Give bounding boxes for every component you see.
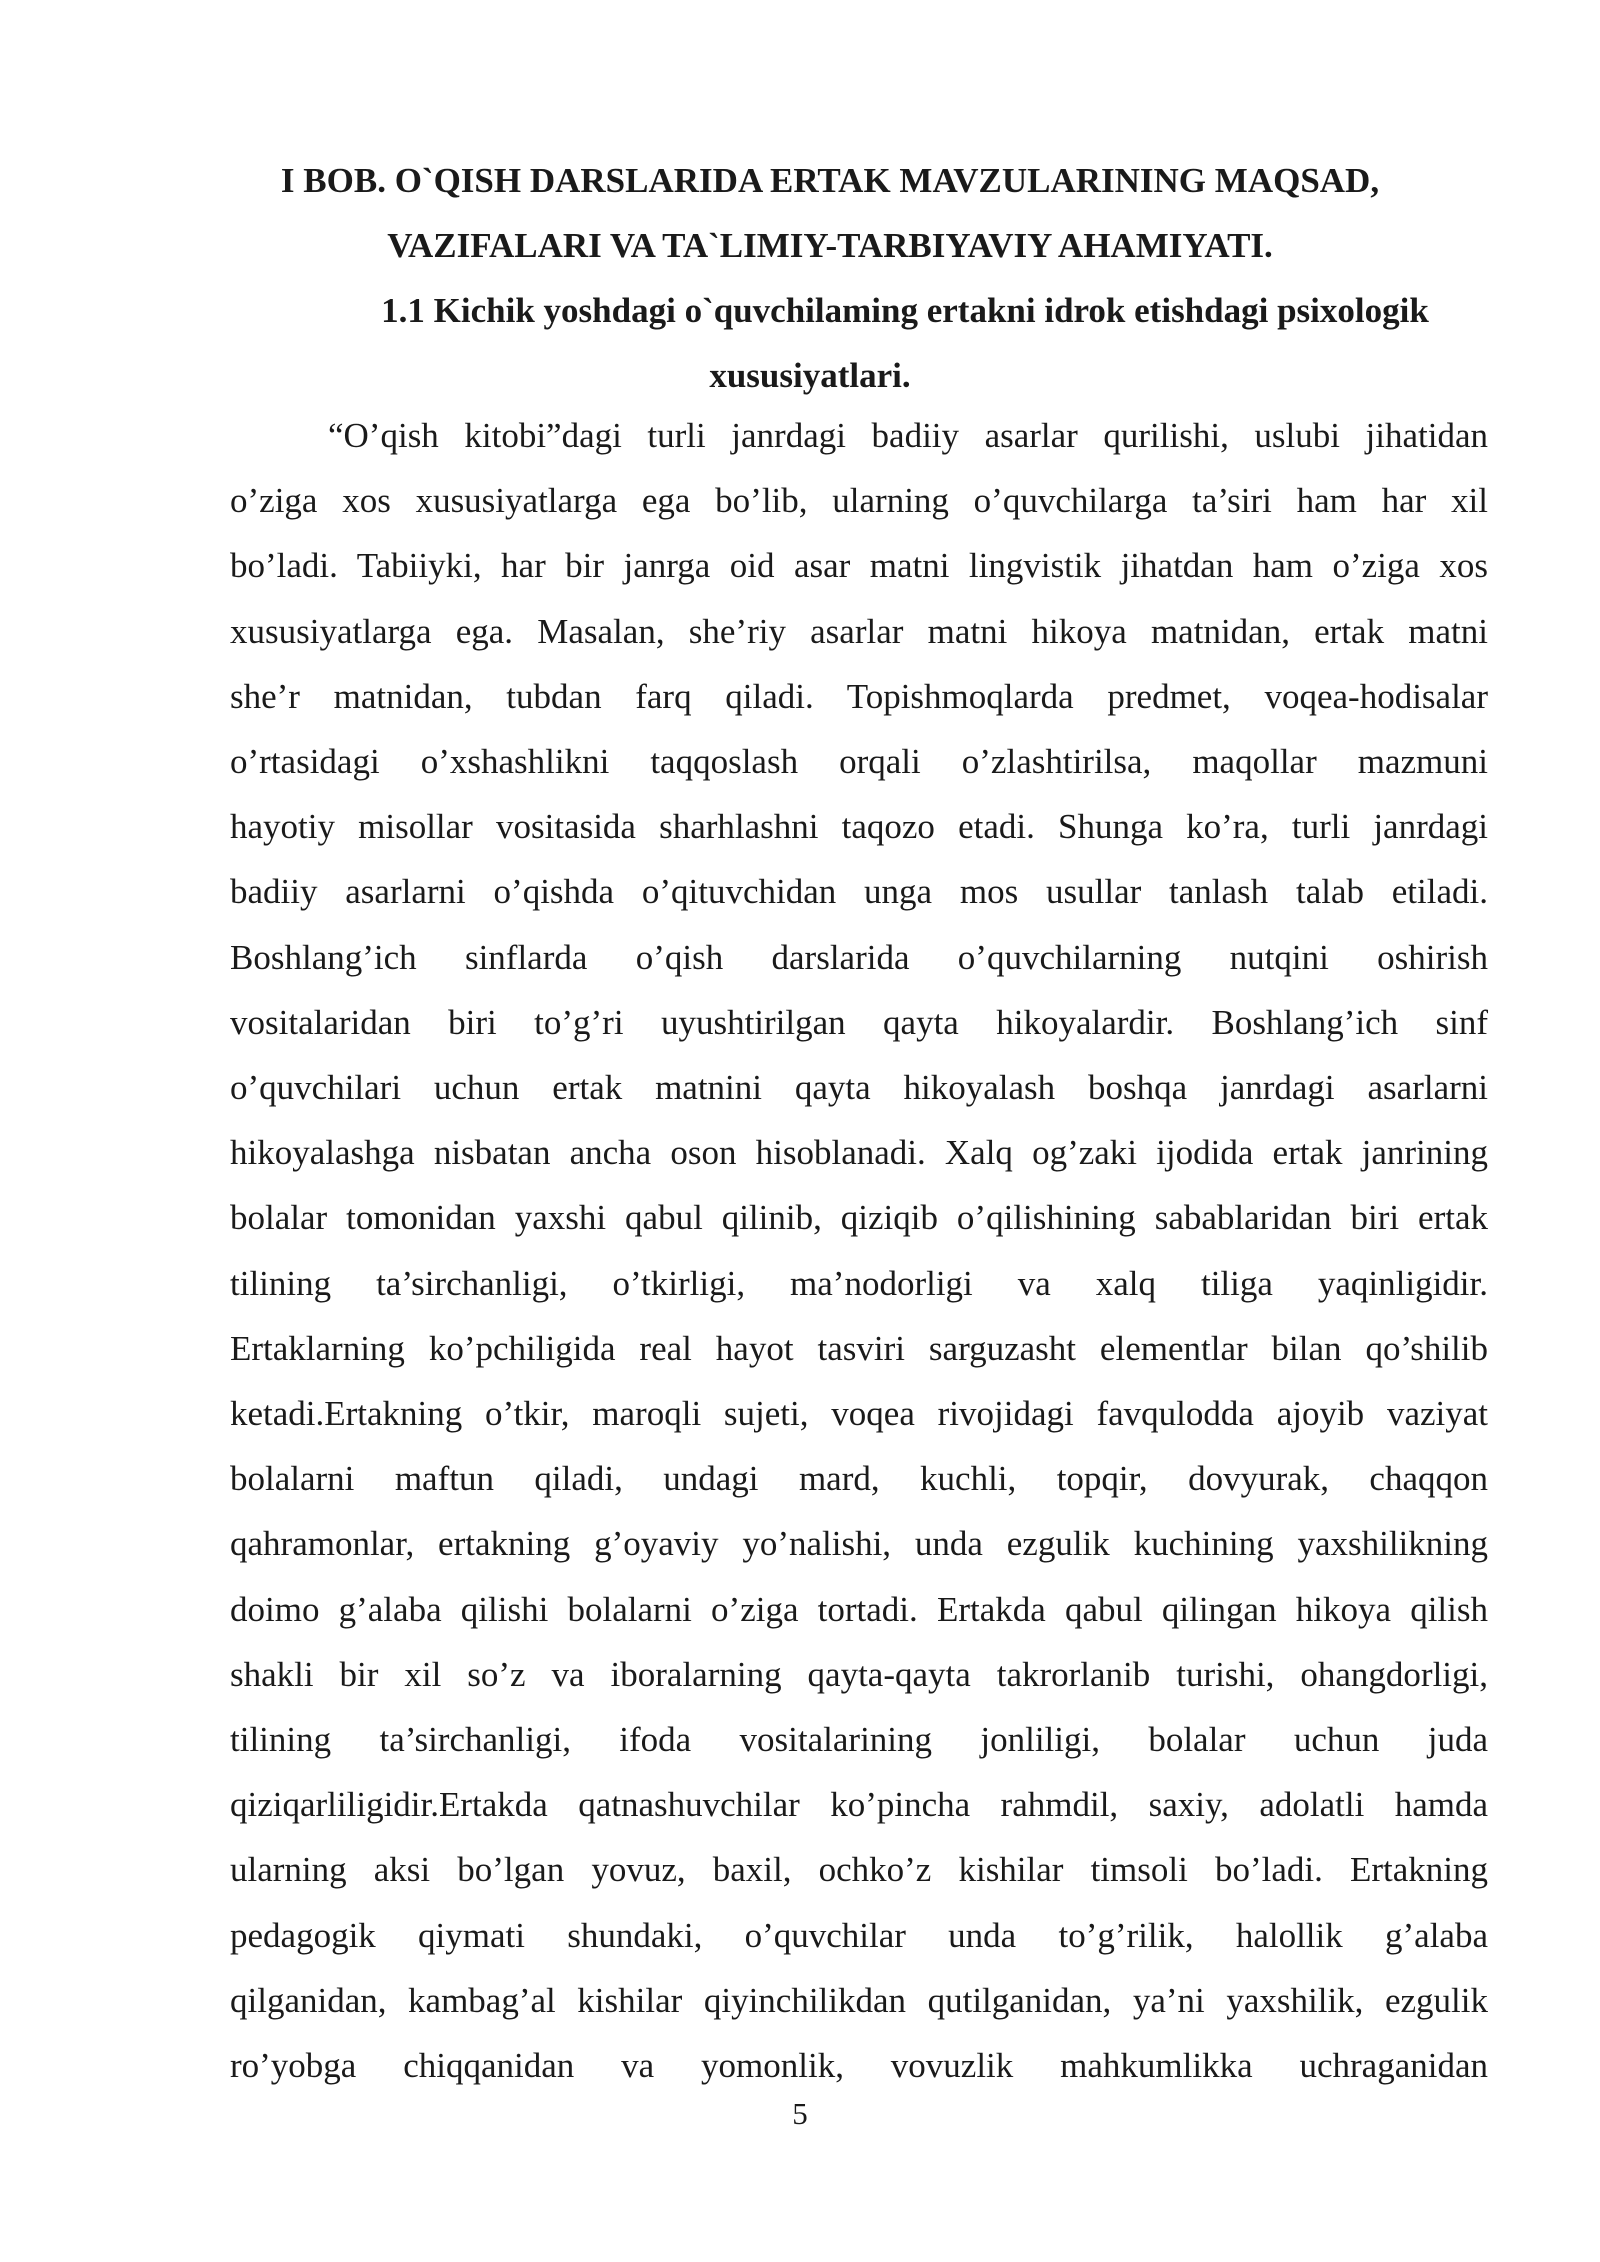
body-line: pedagogik qiymati shundaki, o’quvchilar unda to’g’rilik, halollik g’alaba <box>230 1915 1488 1955</box>
body-line: doimo g’alaba qilishi bolalarni o’ziga tortadi. Ertakda qabul qilingan hikoya qilish <box>230 1589 1488 1629</box>
body-line: qilganidan, kambag’al kishilar qiyinchilikdan qutilganidan, ya’ni yaxshilik, ezgulik <box>230 1980 1488 2020</box>
body-paragraph <box>230 403 1488 2098</box>
body-line: tilining ta’sirchanligi, o’tkirligi, ma’nodorligi va xalq tiliga yaqinligidir. <box>230 1263 1488 1303</box>
body-line: ketadi.Ertakning o’tkir, maroqli sujeti, voqea rivojidagi favqulodda ajoyib vaziyat <box>230 1394 1488 1434</box>
body-line: xususiyatlarga ega. Masalan, she’riy asarlar matni hikoya matnidan, ertak matni <box>230 611 1488 651</box>
body-line: tilining ta’sirchanligi, ifoda vositalarining jonliligi, bolalar uchun juda <box>230 1720 1488 1760</box>
body-line: bo’ladi. Tabiiyki, har bir janrga oid asar matni lingvistik jihatdan ham o’ziga xos <box>230 546 1488 586</box>
body-line: bolalar tomonidan yaxshi qabul qilinib, qiziqib o’qilishining sabablaridan biri ertak <box>230 1198 1488 1238</box>
body-line: Boshlang’ich sinflarda o’qish darslarida o’quvchilarning nutqini oshirish <box>230 937 1488 977</box>
chapter-title <box>230 148 1430 278</box>
body-line: Ertaklarning ko’pchiligida real hayot tasviri sarguzasht elementlar bilan qo’shilib <box>230 1328 1488 1368</box>
body-line: o’ziga xos xususiyatlarga ega bo’lib, ularning o’quvchilarga ta’siri ham har xil <box>230 481 1488 521</box>
section-title-line-1: 1.1 Kichik yoshdagi o`quvchilaming ertakni idrok etishdagi psixologik <box>381 291 1429 330</box>
body-line: ularning aksi bo’lgan yovuz, baxil, ochko’z kishilar timsoli bo’ladi. Ertakning <box>230 1850 1488 1890</box>
body-line: hikoyalashga nisbatan ancha oson hisoblanadi. Xalq og’zaki ijodida ertak janrining <box>230 1133 1488 1173</box>
body-line: badiiy asarlarni o’qishda o’qituvchidan unga mos usullar tanlash talab etiladi. <box>230 872 1488 912</box>
body-line: qiziqarliligidir.Ertakda qatnashuvchilar ko’pincha rahmdil, saxiy, adolatli hamda <box>230 1785 1488 1825</box>
body-line: qahramonlar, ertakning g’oyaviy yo’nalishi, unda ezgulik kuchining yaxshilikning <box>230 1524 1488 1564</box>
body-line: shakli bir xil so’z va iboralarning qayta-qayta takrorlanib turishi, ohangdorligi, <box>230 1654 1488 1694</box>
chapter-title-line-1: I BOB. O`QISH DARSLARIDA ERTAK MAVZULARINING MAQSAD, <box>280 161 1380 200</box>
body-line: vositalaridan biri to’g’ri uyushtirilgan qayta hikoyalardir. Boshlang’ich sinf <box>230 1002 1488 1042</box>
chapter-title-line-2: VAZIFALARI VA TA`LIMIY-TARBIYAVIY AHAMIYATI. <box>387 226 1273 265</box>
body-line: hayotiy misollar vositasida sharhlashni taqozo etadi. Shunga ko’ra, turli janrdagi <box>230 807 1488 847</box>
body-line: she’r matnidan, tubdan farq qiladi. Topishmoqlarda predmet, voqea-hodisalar <box>230 676 1488 716</box>
page-number: 5 <box>792 2096 808 2131</box>
body-line: “O’qish kitobi”dagi turli janrdagi badiiy asarlar qurilishi, uslubi jihatidan <box>328 416 1488 455</box>
body-line: ro’yobga chiqqanidan va yomonlik, vovuzlik mahkumlikka uchraganidan <box>230 2046 1488 2086</box>
body-line: o’quvchilari uchun ertak matnini qayta hikoyalash boshqa janrdagi asarlarni <box>230 1068 1488 1108</box>
section-title <box>330 278 1480 408</box>
body-line: bolalarni maftun qiladi, undagi mard, kuchli, topqir, dovyurak, chaqqon <box>230 1459 1488 1499</box>
section-title-line-2: xususiyatlari. <box>709 356 911 395</box>
body-line: o’rtasidagi o’xshashlikni taqqoslash orqali o’zlashtirilsa, maqollar mazmuni <box>230 742 1488 782</box>
